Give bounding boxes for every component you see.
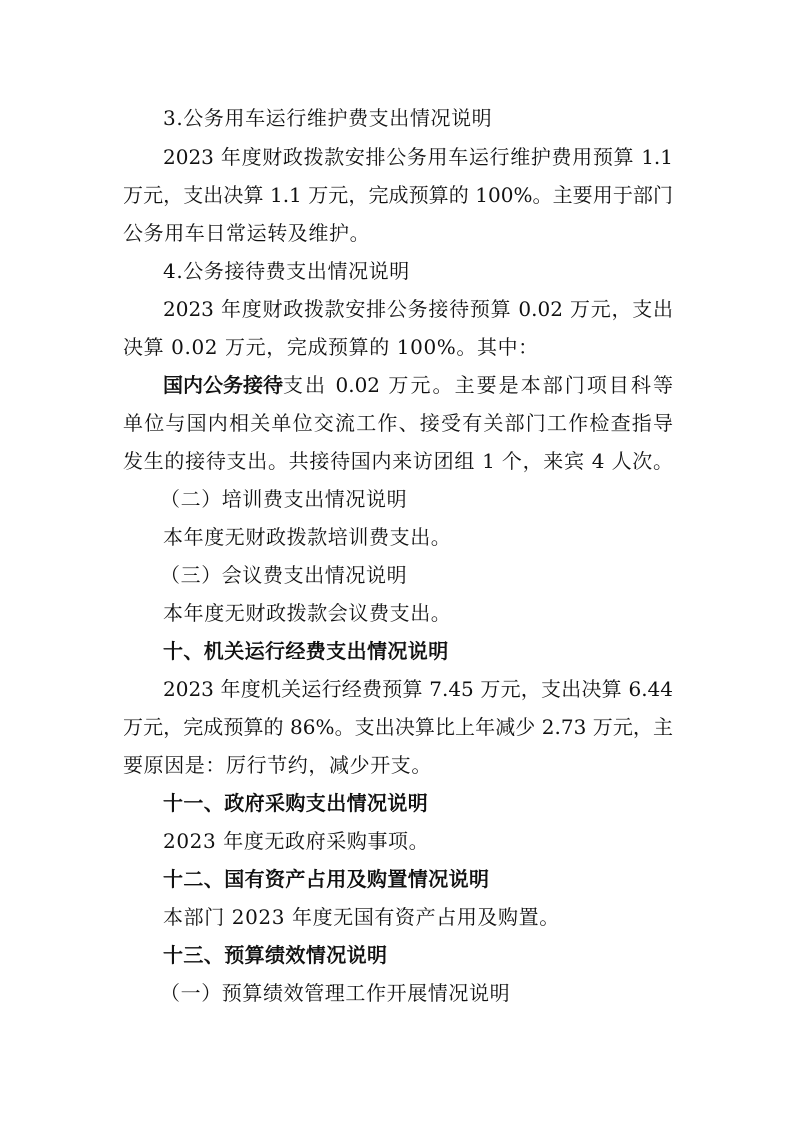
paragraph-meeting: 本年度无财政拨款会议费支出。 xyxy=(163,601,452,625)
paragraph-twelve: 本部门 2023 年度无国有资产占用及购置。 xyxy=(163,905,560,929)
domestic-reception-label: 国内公务接待 xyxy=(163,373,283,397)
paragraph-ten-line-1: 2023 年度机关运行经费预算 7.45 万元，支出决算 6.44 xyxy=(163,677,673,701)
paragraph-vehicle-line-3: 公务用车日常运转及维护。 xyxy=(123,221,371,245)
paragraph-ten-line-2: 万元，完成预算的 86%。支出决算比上年减少 2.73 万元，主 xyxy=(123,715,673,739)
heading-meeting: （三）会议费支出情况说明 xyxy=(160,563,408,587)
heading-reception: 4.公务接待费支出情况说明 xyxy=(163,259,410,283)
heading-section-ten: 十、机关运行经费支出情况说明 xyxy=(163,639,449,663)
paragraph-domestic-line-2: 单位与国内相关单位交流工作、接受有关部门工作检查指导 xyxy=(123,411,673,435)
paragraph-vehicle-line-2: 万元，支出决算 1.1 万元，完成预算的 100%。主要用于部门 xyxy=(123,183,673,207)
paragraph-vehicle-line-1: 2023 年度财政拨款安排公务用车运行维护费用预算 1.1 xyxy=(163,145,673,169)
paragraph-reception-line-2: 决算 0.02 万元，完成预算的 100%。其中： xyxy=(123,335,539,359)
paragraph-ten-line-3: 要原因是：厉行节约，减少开支。 xyxy=(123,753,432,777)
heading-section-thirteen: 十三、预算绩效情况说明 xyxy=(163,943,388,967)
domestic-reception-text: 支出 0.02 万元。主要是本部门项目科等 xyxy=(283,373,673,397)
heading-training: （二）培训费支出情况说明 xyxy=(160,487,408,511)
heading-section-twelve: 十二、国有资产占用及购置情况说明 xyxy=(163,867,490,891)
paragraph-reception-line-1: 2023 年度财政拨款安排公务接待预算 0.02 万元，支出 xyxy=(163,297,673,321)
paragraph-eleven: 2023 年度无政府采购事项。 xyxy=(163,829,430,853)
paragraph-domestic-line-1 xyxy=(163,370,673,400)
heading-performance-management: （一）预算绩效管理工作开展情况说明 xyxy=(160,981,511,1005)
paragraph-domestic-line-3: 发生的接待支出。共接待国内来访团组 1 个，来宾 4 人次。 xyxy=(123,449,673,473)
paragraph-training: 本年度无财政拨款培训费支出。 xyxy=(163,525,452,549)
heading-vehicle-maintenance: 3.公务用车运行维护费支出情况说明 xyxy=(163,106,493,130)
heading-section-eleven: 十一、政府采购支出情况说明 xyxy=(163,791,429,815)
